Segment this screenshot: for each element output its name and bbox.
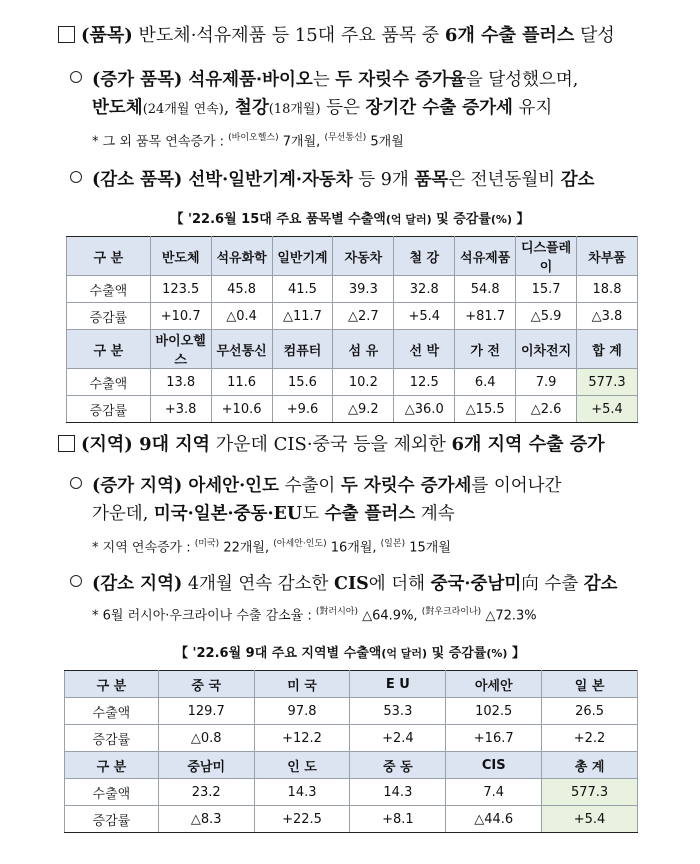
- table-cell: +2.4: [350, 725, 446, 752]
- caption-text: 및 증감률: [427, 646, 487, 661]
- bullet-bold: 두 자릿수 증가율: [335, 70, 466, 90]
- bullet-tag: (감소 지역): [92, 574, 183, 594]
- bullet-text: 계속: [415, 504, 455, 524]
- column-header: 선 박: [394, 330, 455, 369]
- table-cell: +5.4: [394, 303, 455, 330]
- bullet-text: 를 이어나간: [471, 476, 562, 496]
- bullet-text: 은 전년동월비: [448, 170, 561, 190]
- bullet-increase-items: [70, 66, 578, 91]
- column-header: 반도체: [150, 237, 211, 276]
- note-text: 5개월: [366, 134, 404, 150]
- table-cell: 10.2: [333, 369, 394, 396]
- table-cell: 39.3: [333, 276, 394, 303]
- bullet-tag: (증가 품목): [92, 70, 183, 90]
- table-cell: +22.5: [254, 806, 350, 833]
- table-cell: 7.4: [446, 779, 542, 806]
- bullet-bold: 품목: [414, 170, 449, 190]
- note-text: * 그 외 품목 연속증가 :: [92, 134, 229, 150]
- bullet-text: 는: [312, 70, 336, 90]
- table-cell: 18.8: [577, 276, 638, 303]
- table-cell: +12.2: [254, 725, 350, 752]
- table-cell: △0.4: [211, 303, 272, 330]
- column-header: 미 국: [254, 671, 350, 698]
- note-sup: (무선통신): [324, 133, 367, 143]
- bullet-text: 수출이: [279, 476, 341, 496]
- caption-text: 【 '22.6월 9대 주요 지역별 수출액: [175, 646, 382, 661]
- column-header: 무선통신: [211, 330, 272, 369]
- column-header: 일반기계: [272, 237, 333, 276]
- note-text: 7개월,: [278, 134, 325, 150]
- table-cell: 6.4: [455, 369, 516, 396]
- heading-text: 반도체·석유제품 등 15대 주요 품목 중: [132, 25, 445, 46]
- heading-text-end: 달성: [574, 25, 615, 46]
- row-label: 증감률: [67, 396, 151, 423]
- column-header: 바이오헬스: [150, 330, 211, 369]
- bullet-text: 向 수출: [521, 574, 584, 594]
- table-cell: △36.0: [394, 396, 455, 423]
- table-cell: 123.5: [150, 276, 211, 303]
- column-header: 컴퓨터: [272, 330, 333, 369]
- table-cell: +5.4: [542, 806, 638, 833]
- circle-bullet-icon: [70, 477, 82, 489]
- column-header: 디스플레이: [516, 237, 577, 276]
- column-header: 합 계: [577, 330, 638, 369]
- bullet-bold: 수출 플러스: [324, 504, 416, 524]
- rate-row: [67, 396, 638, 423]
- header-row: [67, 330, 638, 369]
- table-cell: 15.6: [272, 369, 333, 396]
- bullet-bold: 반도체: [92, 98, 143, 118]
- table-cell: 41.5: [272, 276, 333, 303]
- note-text: * 6월 러시아·우크라이나 수출 감소율 :: [92, 608, 316, 624]
- bullet-text: 을 달성했으며,: [465, 70, 579, 90]
- table-cell: 7.9: [516, 369, 577, 396]
- table-cell: △3.8: [577, 303, 638, 330]
- caption-text: 】: [511, 212, 530, 227]
- rate-row: [65, 725, 638, 752]
- table-cell: +9.6: [272, 396, 333, 423]
- bullet-decrease-items: [70, 166, 595, 191]
- row-label: 증감률: [65, 725, 159, 752]
- bullet-tag: (증가 지역): [92, 476, 183, 496]
- table-cell: △11.7: [272, 303, 333, 330]
- row-label: 증감률: [67, 303, 151, 330]
- header-row: [65, 752, 638, 779]
- header-row: [67, 237, 638, 276]
- note-sup: (미국): [194, 539, 220, 549]
- bullet-bold: 미국·일본·중동·EU: [153, 504, 303, 524]
- table2-caption: [0, 642, 700, 661]
- items-export-table: [66, 236, 638, 423]
- table-cell: 14.3: [254, 779, 350, 806]
- note-sup: (對우크라이나): [421, 607, 482, 617]
- note-text: △72.3%: [481, 608, 537, 624]
- bullet-text: 등 9개: [352, 170, 415, 190]
- column-header: 석유제품: [455, 237, 516, 276]
- column-header: CIS: [446, 752, 542, 779]
- section-heading-items: [58, 21, 615, 47]
- heading-bold: 9대 지역: [132, 434, 211, 455]
- table-cell: △44.6: [446, 806, 542, 833]
- heading-text: 가운데 CIS·중국 등을 제외한: [210, 434, 452, 455]
- table-cell: +5.4: [577, 396, 638, 423]
- column-header: 일 본: [542, 671, 638, 698]
- bullet-text: 도: [302, 504, 325, 524]
- bullet-increase-items-cont: [92, 94, 552, 119]
- row-label: 구 분: [67, 330, 151, 369]
- bullet-bold: 장기간 수출 증가세: [365, 98, 513, 118]
- caption-unit: (%): [486, 647, 508, 660]
- row-label: 수출액: [67, 276, 151, 303]
- table-cell: +81.7: [455, 303, 516, 330]
- bullet-bold: 감소: [583, 574, 618, 594]
- row-label: 수출액: [65, 779, 159, 806]
- bullet-bold: 석유제품·바이오: [182, 70, 313, 90]
- row-label: 구 분: [65, 752, 159, 779]
- table-cell: 53.3: [350, 698, 446, 725]
- column-header: 자동차: [333, 237, 394, 276]
- table-cell: 26.5: [542, 698, 638, 725]
- table-cell: +2.2: [542, 725, 638, 752]
- bullet-bold: 두 자릿수 증가세: [340, 476, 472, 496]
- table-cell: +3.8: [150, 396, 211, 423]
- note-items-consecutive: [92, 130, 404, 149]
- table-cell: △8.3: [158, 806, 254, 833]
- note-text: 15개월: [405, 540, 451, 556]
- table-cell: △2.7: [333, 303, 394, 330]
- column-header: E U: [350, 671, 446, 698]
- circle-bullet-icon: [70, 575, 82, 587]
- column-header: 철 강: [394, 237, 455, 276]
- note-sup: (아세안·인도): [273, 539, 327, 549]
- bullet-bold: 감소: [560, 170, 595, 190]
- note-sup: (바이오헬스): [228, 133, 279, 143]
- table-cell: △15.5: [455, 396, 516, 423]
- table-cell: 32.8: [394, 276, 455, 303]
- table-cell: 13.8: [150, 369, 211, 396]
- note-sup: (對러시아): [315, 607, 358, 617]
- caption-text: 및 증감률: [431, 212, 491, 227]
- column-header: 섬 유: [333, 330, 394, 369]
- caption-unit: (억 달러): [385, 213, 432, 226]
- row-label: 구 분: [67, 237, 151, 276]
- table-cell: 577.3: [577, 369, 638, 396]
- caption-text: 】: [507, 646, 525, 661]
- heading-bold: 6개 수출 플러스: [444, 25, 575, 46]
- bullet-small: (18개월): [268, 102, 321, 117]
- table-cell: 11.6: [211, 369, 272, 396]
- table-cell: 97.8: [254, 698, 350, 725]
- table-cell: △0.8: [158, 725, 254, 752]
- table-cell: +10.6: [211, 396, 272, 423]
- table-cell: △9.2: [333, 396, 394, 423]
- table-cell: △5.9: [516, 303, 577, 330]
- rate-row: [65, 806, 638, 833]
- header-row: [65, 671, 638, 698]
- table-cell: +16.7: [446, 725, 542, 752]
- bullet-bold: 철강: [234, 98, 269, 118]
- note-text: 16개월,: [326, 540, 381, 556]
- export-row: [67, 276, 638, 303]
- table1-caption: [0, 208, 700, 227]
- bullet-small: (24개월 연속): [142, 102, 224, 117]
- column-header: 석유화학: [211, 237, 272, 276]
- bullet-text: 에 더해: [368, 574, 431, 594]
- heading-bold: 6개 지역 수출 증가: [451, 434, 605, 455]
- checkbox-square-icon: [58, 26, 75, 43]
- table-cell: 129.7: [158, 698, 254, 725]
- export-row: [65, 698, 638, 725]
- bullet-text: ,: [223, 98, 235, 118]
- column-header: 차부품: [577, 237, 638, 276]
- column-header: 총 계: [542, 752, 638, 779]
- bullet-decrease-regions: [70, 570, 618, 595]
- checkbox-square-icon: [58, 435, 75, 452]
- row-label: 수출액: [65, 698, 159, 725]
- bullet-text: 등은: [320, 98, 366, 118]
- row-label: 수출액: [67, 369, 151, 396]
- bullet-bold: CIS: [334, 574, 369, 594]
- column-header: 중 동: [350, 752, 446, 779]
- regions-export-table: [64, 670, 638, 833]
- table-cell: 23.2: [158, 779, 254, 806]
- export-row: [67, 369, 638, 396]
- row-label: 구 분: [65, 671, 159, 698]
- column-header: 중남미: [158, 752, 254, 779]
- table-cell: 15.7: [516, 276, 577, 303]
- bullet-tag: (감소 품목): [92, 170, 183, 190]
- section-heading-regions: [58, 430, 605, 456]
- note-text: △64.9%,: [358, 608, 422, 624]
- bullet-text: 4개월 연속 감소한: [182, 574, 335, 594]
- column-header: 아세안: [446, 671, 542, 698]
- note-text: * 지역 연속증가 :: [92, 540, 195, 556]
- bullet-increase-regions-cont: [92, 500, 455, 525]
- column-header: 중 국: [158, 671, 254, 698]
- row-label: 증감률: [65, 806, 159, 833]
- circle-bullet-icon: [70, 71, 82, 83]
- note-russia-ukraine: [92, 604, 537, 623]
- caption-text: 【 '22.6월 15대 주요 품목별 수출액: [170, 212, 386, 227]
- rate-row: [67, 303, 638, 330]
- export-row: [65, 779, 638, 806]
- note-regions-consecutive: [92, 536, 451, 555]
- table-cell: 14.3: [350, 779, 446, 806]
- column-header: 가 전: [455, 330, 516, 369]
- caption-unit: (억 달러): [381, 647, 428, 660]
- column-header: 이차전지: [516, 330, 577, 369]
- table-cell: +8.1: [350, 806, 446, 833]
- bullet-text: 유지: [512, 98, 553, 118]
- heading-tag: (품목): [81, 25, 133, 46]
- table-cell: +10.7: [150, 303, 211, 330]
- column-header: 인 도: [254, 752, 350, 779]
- caption-unit: (%): [490, 213, 512, 226]
- note-sup: (일본): [380, 539, 406, 549]
- bullet-text: 가운데,: [92, 504, 154, 524]
- bullet-bold: 아세안·인도: [182, 476, 279, 496]
- table-cell: 45.8: [211, 276, 272, 303]
- note-text: 22개월,: [219, 540, 274, 556]
- bullet-bold: 중국·중남미: [430, 574, 522, 594]
- circle-bullet-icon: [70, 171, 82, 183]
- bullet-bold: 선박·일반기계·자동차: [182, 170, 353, 190]
- table-cell: 12.5: [394, 369, 455, 396]
- heading-tag: (지역): [81, 434, 133, 455]
- table-cell: 102.5: [446, 698, 542, 725]
- table-cell: △2.6: [516, 396, 577, 423]
- bullet-increase-regions: [70, 472, 561, 497]
- table-cell: 577.3: [542, 779, 638, 806]
- table-cell: 54.8: [455, 276, 516, 303]
